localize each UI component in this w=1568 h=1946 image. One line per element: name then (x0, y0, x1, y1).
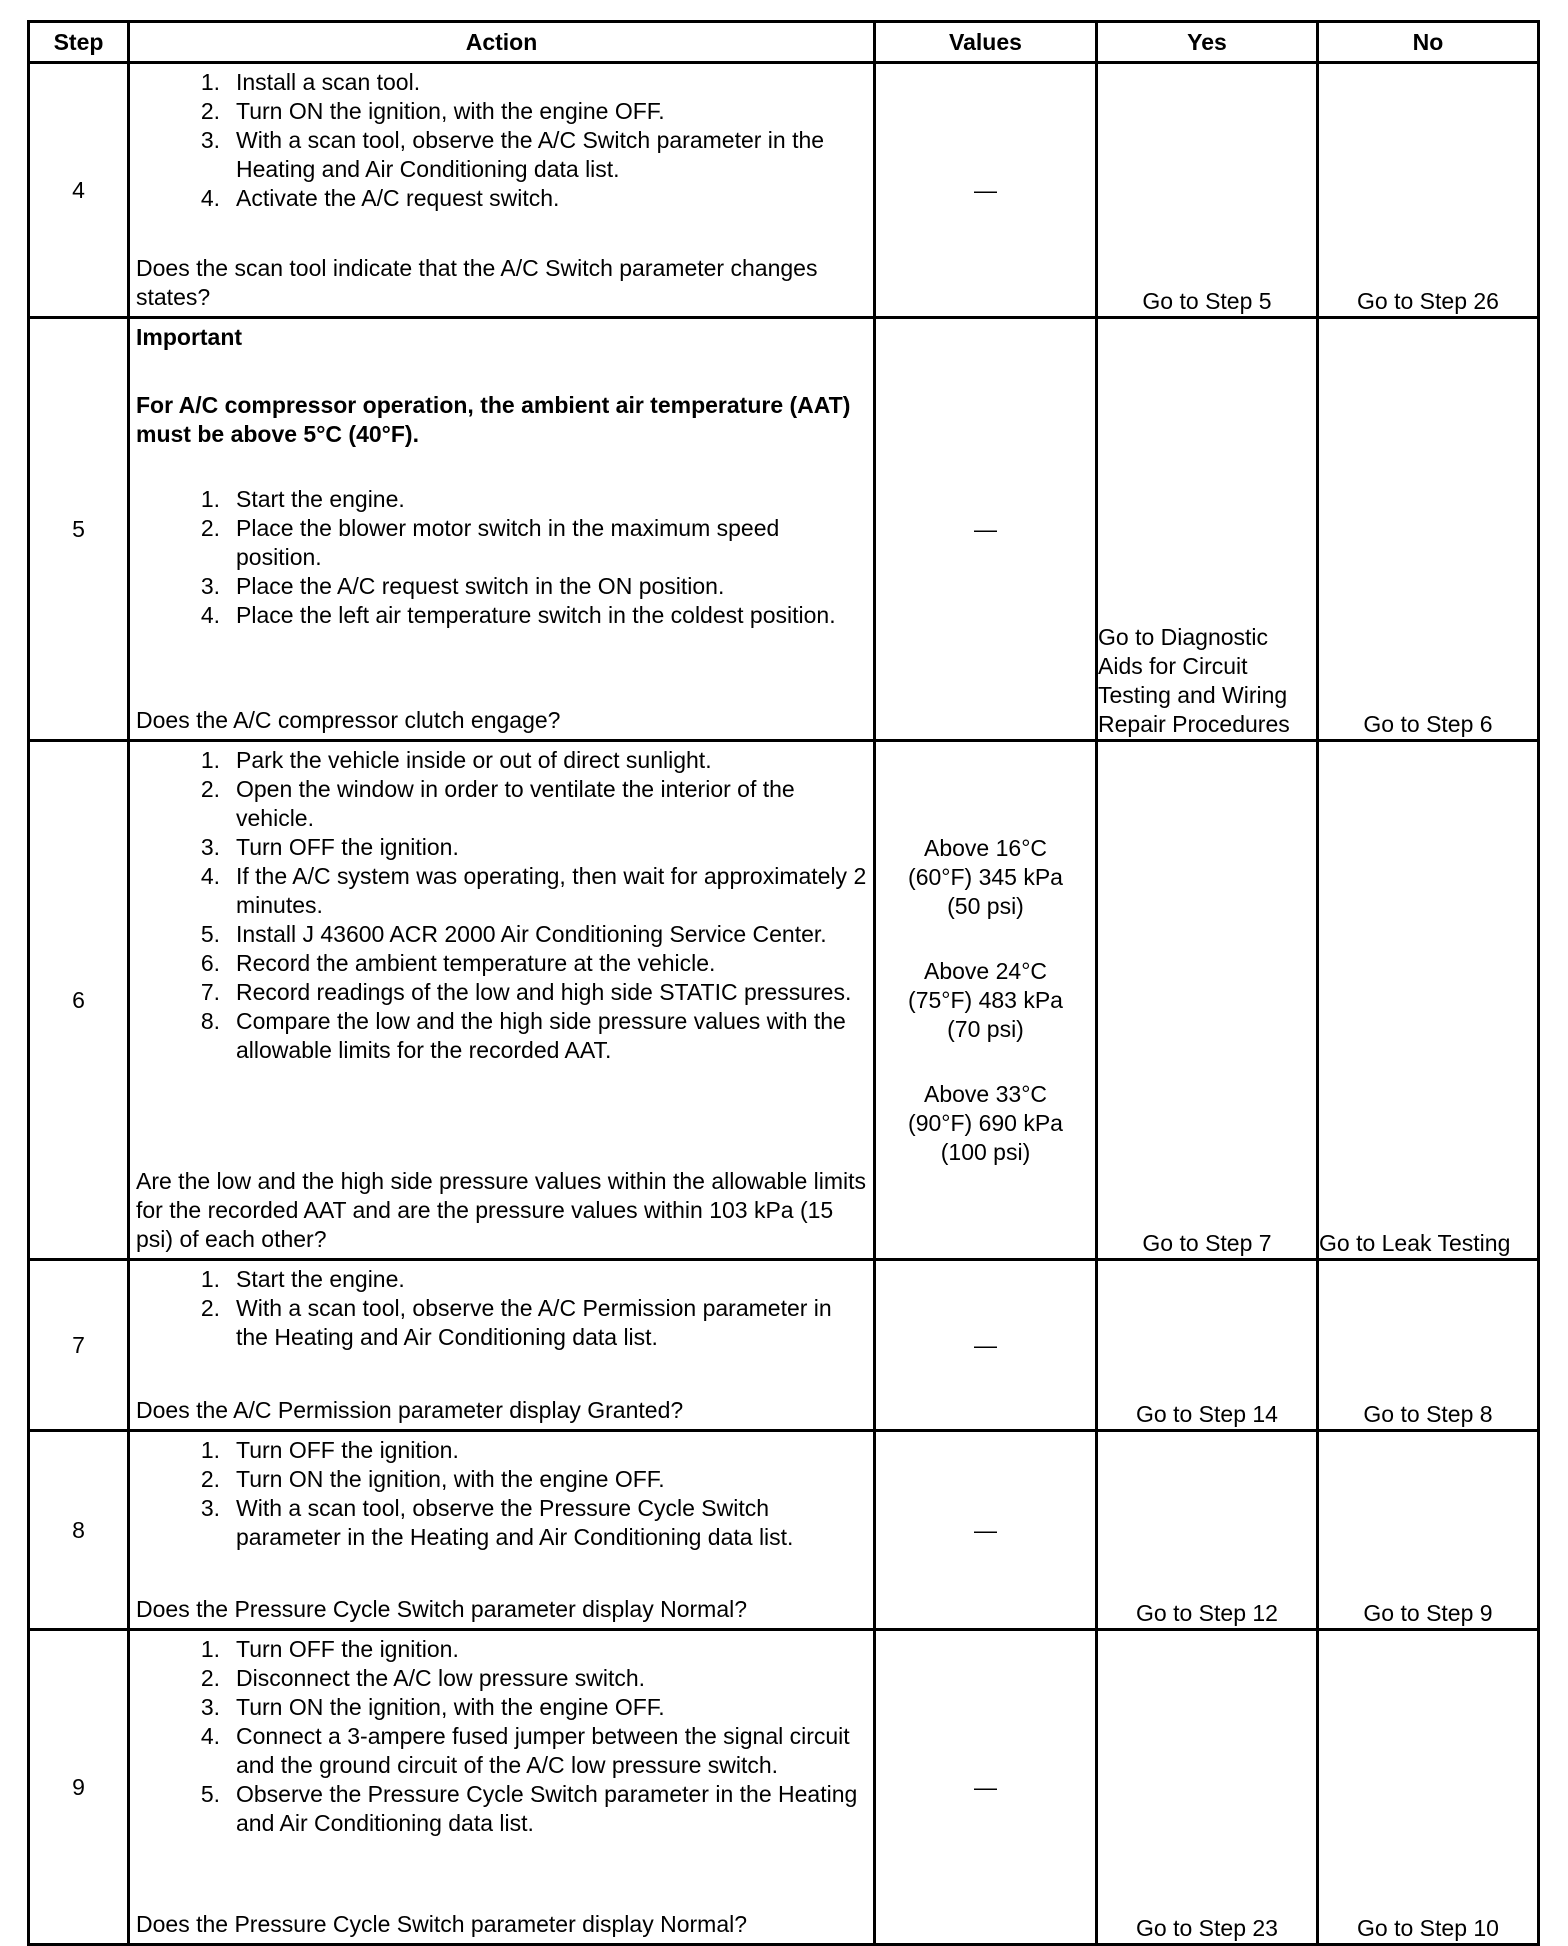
header-yes: Yes (1097, 22, 1318, 63)
list-item: 4. If the A/C system was operating, then wait for approximately 2 minutes. (200, 863, 867, 918)
step-number: 6 (29, 741, 129, 1260)
pressure-limit: Above 33°C (90°F) 690 kPa (100 psi) (908, 1080, 1063, 1165)
table-row (29, 63, 1539, 318)
list-item: 3. Turn ON the ignition, with the engine OFF. (200, 1694, 665, 1720)
list-item: 3. With a scan tool, observe the A/C Switch parameter in the Heating and Air Conditioning data list. (200, 127, 825, 182)
no-link[interactable]: Go to Step 10 (1318, 1630, 1539, 1945)
list-item: 2. Turn ON the ignition, with the engine OFF. (200, 1466, 665, 1492)
table-row (29, 1630, 1539, 1945)
list-item: 1. Park the vehicle inside or out of direct sunlight. (200, 747, 712, 773)
yes-link[interactable]: Go to Step 23 (1097, 1630, 1318, 1945)
list-item: 2. Place the blower motor switch in the maximum speed position. (200, 515, 780, 570)
step-list (136, 1635, 867, 1838)
values-cell: — (875, 318, 1097, 741)
list-item: 8. Compare the low and the high side pressure values with the allowable limits for the recorded AAT. (200, 1008, 846, 1063)
list-item: 3. With a scan tool, observe the Pressure Cycle Switch parameter in the Heating and Air Conditioning data list. (200, 1495, 794, 1550)
table-row (29, 1431, 1539, 1630)
list-item: 1. Turn OFF the ignition. (200, 1636, 459, 1662)
list-item: 3. Place the A/C request switch in the ON position. (200, 573, 725, 599)
list-item: 2. Disconnect the A/C low pressure switch. (200, 1665, 646, 1691)
important-title: Important (136, 324, 243, 350)
step-list (136, 68, 867, 213)
question-text: Does the scan tool indicate that the A/C Switch parameter changes states? (136, 255, 818, 310)
question-text: Does the A/C compressor clutch engage? (136, 707, 561, 733)
list-item: 2. Open the window in order to ventilate the interior of the vehicle. (200, 776, 795, 831)
important-note: For A/C compressor operation, the ambient air temperature (AAT) must be above 5°C (40°F). (136, 392, 851, 447)
values-cell (875, 741, 1097, 1260)
step-list (136, 1265, 867, 1352)
header-no: No (1318, 22, 1539, 63)
values-cell: — (875, 63, 1097, 318)
pressure-limit: Above 24°C (75°F) 483 kPa (70 psi) (908, 957, 1063, 1042)
yes-link[interactable]: Go to Step 12 (1097, 1431, 1318, 1630)
step-number: 8 (29, 1431, 129, 1630)
no-link[interactable]: Go to Step 8 (1318, 1260, 1539, 1431)
list-item: 4. Activate the A/C request switch. (200, 185, 560, 211)
question-text: Does the Pressure Cycle Switch parameter display Normal? (136, 1911, 748, 1937)
action-cell (129, 1260, 875, 1431)
values-cell: — (875, 1260, 1097, 1431)
no-link[interactable]: Go to Step 6 (1318, 318, 1539, 741)
question-text: Are the low and the high side pressure values within the allowable limits for the recorded AAT and are the pressure values within 103 kPa (15 psi) of each other? (136, 1168, 867, 1252)
yes-link[interactable]: Go to Step 5 (1097, 63, 1318, 318)
values-cell: — (875, 1431, 1097, 1630)
header-row (29, 22, 1539, 63)
no-link[interactable]: Go to Leak Testing (1318, 741, 1539, 1260)
step-list (136, 1436, 867, 1552)
list-item: 3. Turn OFF the ignition. (200, 834, 459, 860)
step-list (136, 485, 867, 630)
no-link[interactable]: Go to Step 26 (1318, 63, 1539, 318)
table-row (29, 1260, 1539, 1431)
question-text: Does the Pressure Cycle Switch parameter display Normal? (136, 1596, 748, 1622)
diagnostic-table (27, 20, 1540, 1946)
step-number: 9 (29, 1630, 129, 1945)
yes-link[interactable]: Go to Step 7 (1097, 741, 1318, 1260)
action-cell (129, 318, 875, 741)
action-cell (129, 741, 875, 1260)
list-item: 4. Connect a 3-ampere fused jumper between the signal circuit and the ground circuit of the A/C low pressure switch. (200, 1723, 850, 1778)
step-number: 5 (29, 318, 129, 741)
list-item: 2. With a scan tool, observe the A/C Permission parameter in the Heating and Air Conditioning data list. (200, 1295, 832, 1350)
header-step: Step (29, 22, 129, 63)
step-number: 7 (29, 1260, 129, 1431)
yes-link[interactable]: Go to Step 14 (1097, 1260, 1318, 1431)
header-values: Values (875, 22, 1097, 63)
list-item: 2. Turn ON the ignition, with the engine OFF. (200, 98, 665, 124)
table-row (29, 318, 1539, 741)
question-text: Does the A/C Permission parameter display Granted? (136, 1397, 684, 1423)
list-item: 1. Install a scan tool. (200, 69, 421, 95)
yes-link[interactable]: Go to Diagnostic Aids for Circuit Testing and Wiring Repair Procedures (1097, 318, 1318, 741)
list-item: 4. Place the left air temperature switch in the coldest position. (200, 602, 836, 628)
action-cell (129, 1630, 875, 1945)
list-item: 5. Observe the Pressure Cycle Switch parameter in the Heating and Air Conditioning data list. (200, 1781, 858, 1836)
pressure-limit: Above 16°C (60°F) 345 kPa (50 psi) (908, 834, 1063, 919)
list-item: 1. Start the engine. (200, 486, 405, 512)
step-list (136, 746, 867, 1065)
list-item: 7. Record readings of the low and high side STATIC pressures. (200, 979, 852, 1005)
header-action: Action (129, 22, 875, 63)
list-item: 6. Record the ambient temperature at the vehicle. (200, 950, 716, 976)
values-cell: — (875, 1630, 1097, 1945)
action-cell (129, 1431, 875, 1630)
action-cell (129, 63, 875, 318)
list-item: 5. Install J 43600 ACR 2000 Air Conditioning Service Center. (200, 921, 827, 947)
list-item: 1. Start the engine. (200, 1266, 405, 1292)
list-item: 1. Turn OFF the ignition. (200, 1437, 459, 1463)
no-link[interactable]: Go to Step 9 (1318, 1431, 1539, 1630)
step-number: 4 (29, 63, 129, 318)
table-row (29, 741, 1539, 1260)
